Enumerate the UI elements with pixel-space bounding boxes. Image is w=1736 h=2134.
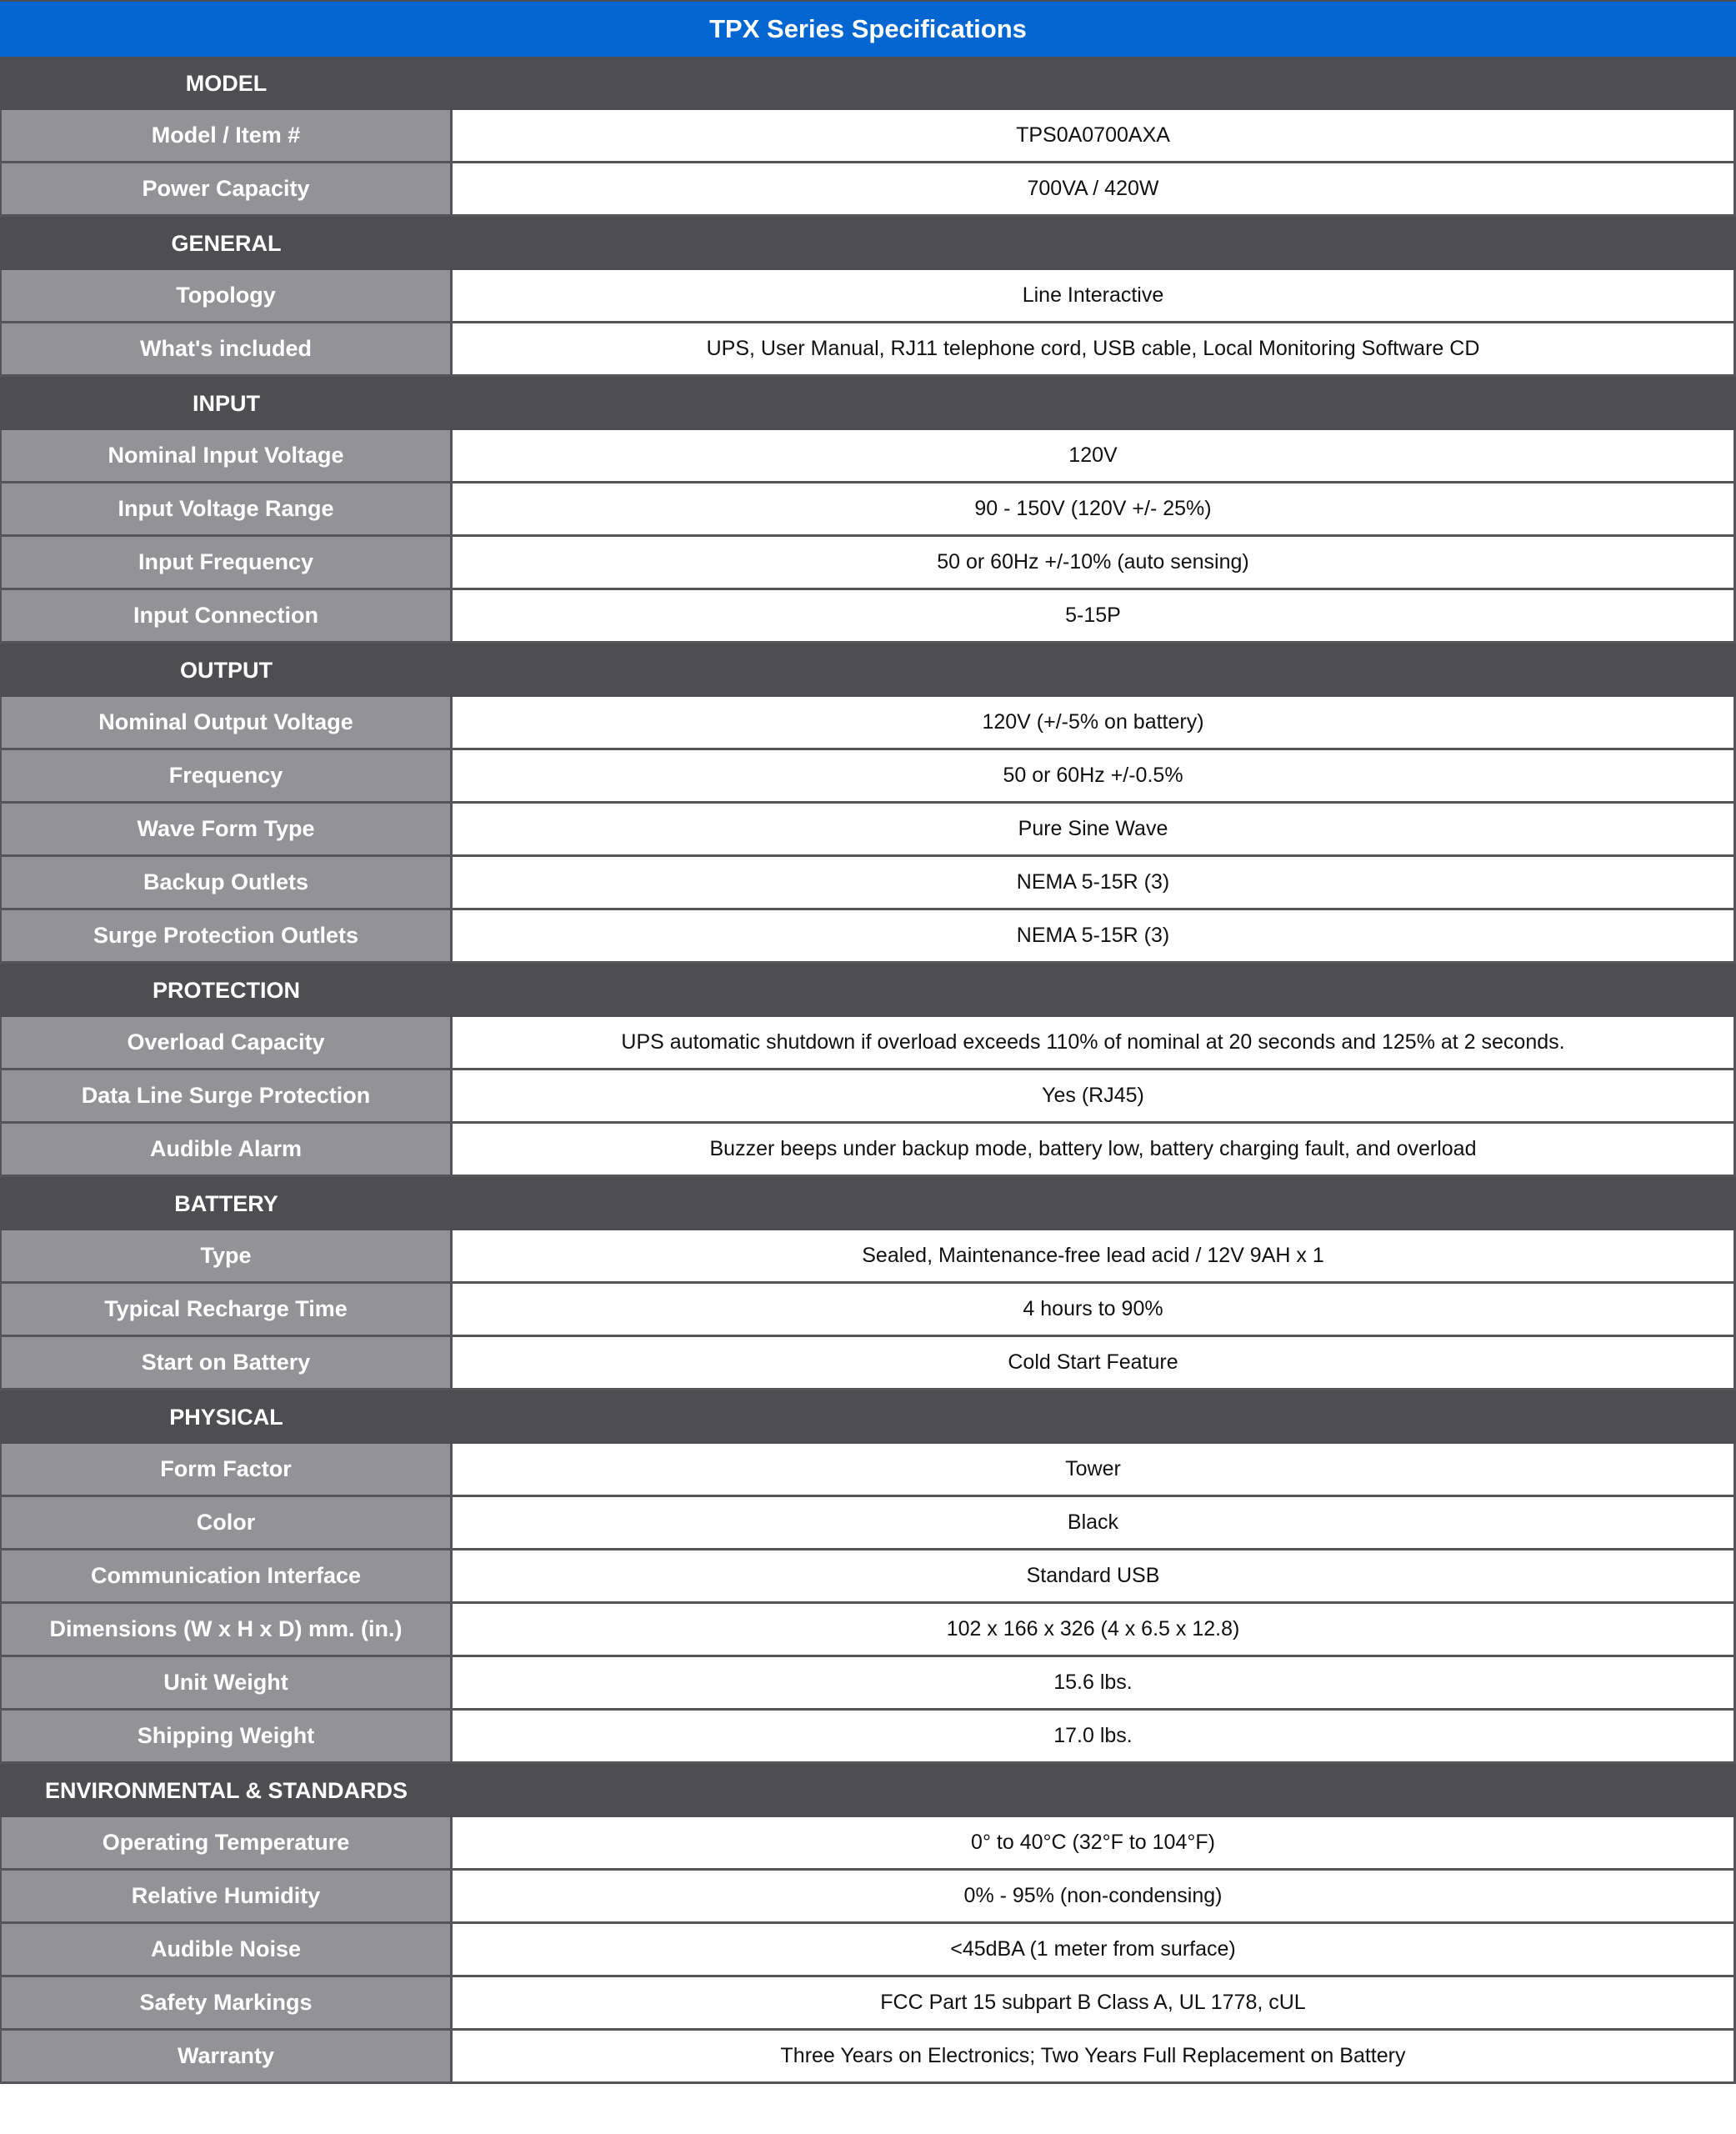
section-header xyxy=(0,217,1736,270)
spec-label: Data Line Surge Protection xyxy=(0,1070,453,1121)
table-row xyxy=(0,1444,1736,1497)
spec-label: Warranty xyxy=(0,2031,453,2081)
section-header xyxy=(0,1390,1736,1444)
spec-value: UPS, User Manual, RJ11 telephone cord, USB cable, Local Monitoring Software CD xyxy=(453,323,1736,374)
section-header xyxy=(0,964,1736,1017)
spec-label: Audible Noise xyxy=(0,1924,453,1975)
table-row xyxy=(0,110,1736,163)
table-row xyxy=(0,323,1736,377)
spec-label: Overload Capacity xyxy=(0,1017,453,1068)
table-row xyxy=(0,1924,1736,1977)
spec-value: Buzzer beeps under backup mode, battery low, battery charging fault, and overload xyxy=(453,1124,1736,1175)
spec-value: Three Years on Electronics; Two Years Full Replacement on Battery xyxy=(453,2031,1736,2081)
table-row xyxy=(0,1550,1736,1604)
spec-label: Input Connection xyxy=(0,590,453,641)
table-row xyxy=(0,1711,1736,1764)
section-title: PROTECTION xyxy=(152,977,300,1003)
section-header xyxy=(0,1764,1736,1817)
table-row xyxy=(0,857,1736,910)
spec-value: 15.6 lbs. xyxy=(453,1657,1736,1708)
table-row xyxy=(0,1017,1736,1070)
section-title: ENVIRONMENTAL & STANDARDS xyxy=(44,1777,408,1803)
table-row xyxy=(0,804,1736,857)
spec-label: Communication Interface xyxy=(0,1550,453,1601)
spec-value: Cold Start Feature xyxy=(453,1337,1736,1388)
spec-value: 50 or 60Hz +/-10% (auto sensing) xyxy=(453,537,1736,588)
table-body xyxy=(0,57,1736,2084)
spec-label: Nominal Input Voltage xyxy=(0,430,453,481)
spec-label: Nominal Output Voltage xyxy=(0,697,453,748)
spec-label: Start on Battery xyxy=(0,1337,453,1388)
table-row xyxy=(0,750,1736,804)
spec-label: Topology xyxy=(0,270,453,321)
spec-value: 0% - 95% (non-condensing) xyxy=(453,1871,1736,1921)
table-row xyxy=(0,1871,1736,1924)
section-title: PHYSICAL xyxy=(169,1404,283,1430)
spec-label: Model / Item # xyxy=(0,110,453,161)
spec-label: Unit Weight xyxy=(0,1657,453,1708)
table-row xyxy=(0,163,1736,217)
table-row xyxy=(0,910,1736,964)
spec-label: Typical Recharge Time xyxy=(0,1284,453,1335)
section-header xyxy=(0,644,1736,697)
spec-label: Relative Humidity xyxy=(0,1871,453,1921)
table-row xyxy=(0,1977,1736,2031)
spec-value: Sealed, Maintenance-free lead acid / 12V 9AH x 1 xyxy=(453,1230,1736,1281)
spec-label: Input Frequency xyxy=(0,537,453,588)
table-row xyxy=(0,1284,1736,1337)
spec-value: 120V (+/-5% on battery) xyxy=(453,697,1736,748)
section-title: INPUT xyxy=(193,390,260,416)
spec-label: Power Capacity xyxy=(0,163,453,214)
spec-value: 50 or 60Hz +/-0.5% xyxy=(453,750,1736,801)
spec-value: 4 hours to 90% xyxy=(453,1284,1736,1335)
section-header xyxy=(0,377,1736,430)
spec-value: Black xyxy=(453,1497,1736,1548)
spec-value: Yes (RJ45) xyxy=(453,1070,1736,1121)
spec-label: Wave Form Type xyxy=(0,804,453,854)
spec-label: Color xyxy=(0,1497,453,1548)
table-row xyxy=(0,1497,1736,1550)
spec-value: Tower xyxy=(453,1444,1736,1495)
spec-label: Surge Protection Outlets xyxy=(0,910,453,961)
table-row xyxy=(0,1604,1736,1657)
table-row xyxy=(0,1230,1736,1284)
spec-value: 120V xyxy=(453,430,1736,481)
spec-value: TPS0A0700AXA xyxy=(453,110,1736,161)
spec-value: 0° to 40°C (32°F to 104°F) xyxy=(453,1817,1736,1868)
spec-label: Dimensions (W x H x D) mm. (in.) xyxy=(0,1604,453,1655)
spec-value: Pure Sine Wave xyxy=(453,804,1736,854)
table-row xyxy=(0,1070,1736,1124)
table-row xyxy=(0,1124,1736,1177)
spec-label: Operating Temperature xyxy=(0,1817,453,1868)
spec-label: Audible Alarm xyxy=(0,1124,453,1175)
spec-value: NEMA 5-15R (3) xyxy=(453,910,1736,961)
spec-value: 700VA / 420W xyxy=(453,163,1736,214)
spec-value: 90 - 150V (120V +/- 25%) xyxy=(453,483,1736,534)
spec-value: <45dBA (1 meter from surface) xyxy=(453,1924,1736,1975)
spec-label: Frequency xyxy=(0,750,453,801)
spec-value: 17.0 lbs. xyxy=(453,1711,1736,1761)
section-title: OUTPUT xyxy=(180,657,273,683)
section-title: BATTERY xyxy=(174,1190,278,1216)
section-title: MODEL xyxy=(185,70,268,96)
spec-label: Shipping Weight xyxy=(0,1711,453,1761)
spec-label: Type xyxy=(0,1230,453,1281)
table-row xyxy=(0,430,1736,483)
spec-value: FCC Part 15 subpart B Class A, UL 1778, cUL xyxy=(453,1977,1736,2028)
table-row xyxy=(0,1817,1736,1871)
table-row xyxy=(0,483,1736,537)
spec-label: What's included xyxy=(0,323,453,374)
spec-label: Safety Markings xyxy=(0,1977,453,2028)
section-title: GENERAL xyxy=(171,230,282,256)
spec-value: UPS automatic shutdown if overload exceeds 110% of nominal at 20 seconds and 125% at 2 seconds. xyxy=(453,1017,1736,1068)
spec-value: NEMA 5-15R (3) xyxy=(453,857,1736,908)
spec-label: Backup Outlets xyxy=(0,857,453,908)
spec-value: Standard USB xyxy=(453,1550,1736,1601)
section-header xyxy=(0,1177,1736,1230)
spec-value: Line Interactive xyxy=(453,270,1736,321)
table-title: TPX Series Specifications xyxy=(0,0,1736,57)
spec-label: Input Voltage Range xyxy=(0,483,453,534)
table-row xyxy=(0,1657,1736,1711)
section-header xyxy=(0,57,1736,110)
table-row xyxy=(0,2031,1736,2084)
table-row xyxy=(0,537,1736,590)
table-row xyxy=(0,590,1736,644)
spec-value: 102 x 166 x 326 (4 x 6.5 x 12.8) xyxy=(453,1604,1736,1655)
table-row xyxy=(0,697,1736,750)
table-row xyxy=(0,1337,1736,1390)
spec-label: Form Factor xyxy=(0,1444,453,1495)
spec-value: 5-15P xyxy=(453,590,1736,641)
table-row xyxy=(0,270,1736,323)
